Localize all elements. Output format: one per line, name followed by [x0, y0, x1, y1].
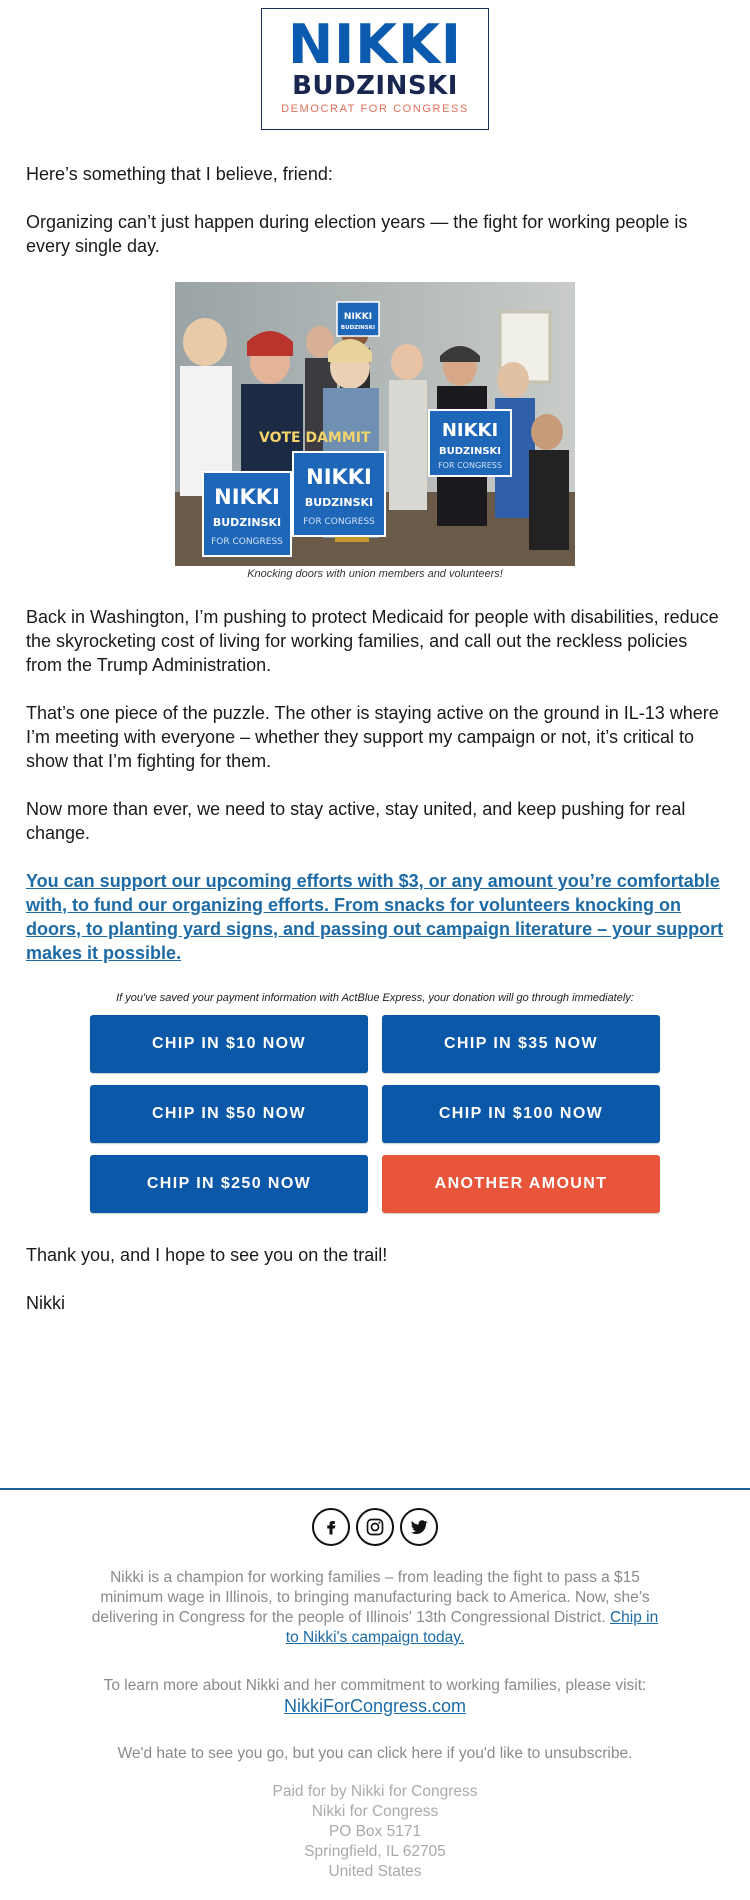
closing	[0, 1243, 750, 1315]
unsubscribe-text[interactable]: We'd hate to see you go, but you can click here if you'd like to unsubscribe.	[117, 1745, 633, 1762]
facebook-icon[interactable]	[312, 1508, 350, 1546]
svg-text:FOR CONGRESS: FOR CONGRESS	[438, 461, 502, 470]
svg-text:BUDZINSKI: BUDZINSKI	[340, 325, 376, 331]
city-line: Springfield, IL 62705	[304, 1843, 446, 1860]
about-text: Nikki is a champion for working families – from leading the fight to pass a $15 minimum wage in Illinois, to bringing manufacturing back to America. Now, she’s delivering in Congress for the people of Illinois' 13th Congressional District.	[91, 1569, 650, 1626]
donate-section	[0, 991, 750, 1213]
logo-name-last: BUDZINSKI	[292, 71, 458, 101]
campaign-sign-top	[337, 302, 379, 336]
greeting: Here’s something that I believe, friend:	[26, 164, 333, 184]
campaign-sign-right	[429, 410, 511, 476]
svg-text:NIKKI: NIKKI	[214, 485, 280, 509]
logo-tagline: DEMOCRAT FOR CONGRESS	[281, 103, 469, 115]
support-cta-link[interactable]: You can support our upcoming efforts with $3, or any amount you’re comfortable with, to fund our organizing efforts. From snacks for volunteers knocking on doors, to planting yard signs, and passing out campaign literature – your support makes it possible.	[26, 871, 724, 963]
instagram-icon[interactable]	[356, 1508, 394, 1546]
footer-divider	[0, 1488, 750, 1490]
donate-250-button[interactable]: CHIP IN $250 NOW	[90, 1155, 368, 1213]
svg-text:FOR CONGRESS: FOR CONGRESS	[211, 537, 283, 547]
photo-block	[26, 282, 724, 581]
learn-more-text: To learn more about Nikki and her commitment to working families, please visit:	[103, 1677, 647, 1694]
donate-50-button[interactable]: CHIP IN $50 NOW	[90, 1085, 368, 1143]
po-box-line: PO Box 5171	[328, 1823, 422, 1840]
signature: Nikki	[26, 1293, 65, 1313]
svg-text:BUDZINSKI: BUDZINSKI	[212, 516, 282, 529]
another-amount-button[interactable]: ANOTHER AMOUNT	[382, 1155, 660, 1213]
campaign-sign-center	[293, 452, 385, 536]
volunteers-photo	[175, 282, 575, 566]
thank-you-line: Thank you, and I hope to see you on the trail!	[26, 1245, 388, 1265]
paragraph-2: Back in Washington, I’m pushing to protect Medicaid for people with disabilities, reduce the skyrocketing cost of living for working families, and call out the reckless policies from the Trump Administration.	[26, 607, 719, 675]
header	[0, 0, 750, 130]
campaign-sign-left	[203, 472, 291, 556]
paragraph-3: That’s one piece of the puzzle. The other is staying active on the ground in IL-13 where I’m meeting with everyone – whether they support my campaign or not, it’s critical to show that I’m fighting for them.	[26, 703, 719, 771]
donate-35-button[interactable]: CHIP IN $35 NOW	[382, 1015, 660, 1073]
donate-button-grid	[90, 1015, 660, 1213]
svg-text:NIKKI: NIKKI	[306, 465, 372, 489]
donate-100-button[interactable]: CHIP IN $100 NOW	[382, 1085, 660, 1143]
donate-10-button[interactable]: CHIP IN $10 NOW	[90, 1015, 368, 1073]
country-line: United States	[328, 1863, 422, 1880]
chip-in-link[interactable]: Chip in to Nikki's campaign today.	[285, 1609, 659, 1646]
svg-text:NIKKI: NIKKI	[441, 420, 499, 441]
paragraph-1: Organizing can’t just happen during election years — the fight for working people is every single day.	[26, 212, 688, 256]
email-body	[0, 162, 750, 965]
twitter-icon[interactable]	[400, 1508, 438, 1546]
svg-text:FOR CONGRESS: FOR CONGRESS	[303, 517, 375, 527]
svg-text:BUDZINSKI: BUDZINSKI	[304, 496, 374, 509]
shirt-text: VOTE DAMMIT	[259, 430, 371, 446]
actblue-note: If you've saved your payment information with ActBlue Express, your donation will go through immediately:	[116, 992, 634, 1004]
logo-name-first: NIKKI	[287, 13, 463, 76]
social-links	[0, 1508, 750, 1546]
photo-caption: Knocking doors with union members and volunteers!	[247, 568, 503, 580]
svg-text:NIKKI: NIKKI	[343, 312, 373, 322]
website-link[interactable]: NikkiForCongress.com	[283, 1696, 467, 1716]
paragraph-4: Now more than ever, we need to stay active, stay united, and keep pushing for real change.	[26, 799, 686, 843]
campaign-logo[interactable]	[261, 8, 489, 130]
footer-learn-more	[0, 1676, 750, 1718]
footer-address	[0, 1782, 750, 1882]
paid-for-line: Paid for by Nikki for Congress	[272, 1783, 478, 1800]
org-line: Nikki for Congress	[311, 1803, 439, 1820]
footer-about	[0, 1568, 750, 1648]
svg-text:BUDZINSKI: BUDZINSKI	[438, 446, 502, 457]
